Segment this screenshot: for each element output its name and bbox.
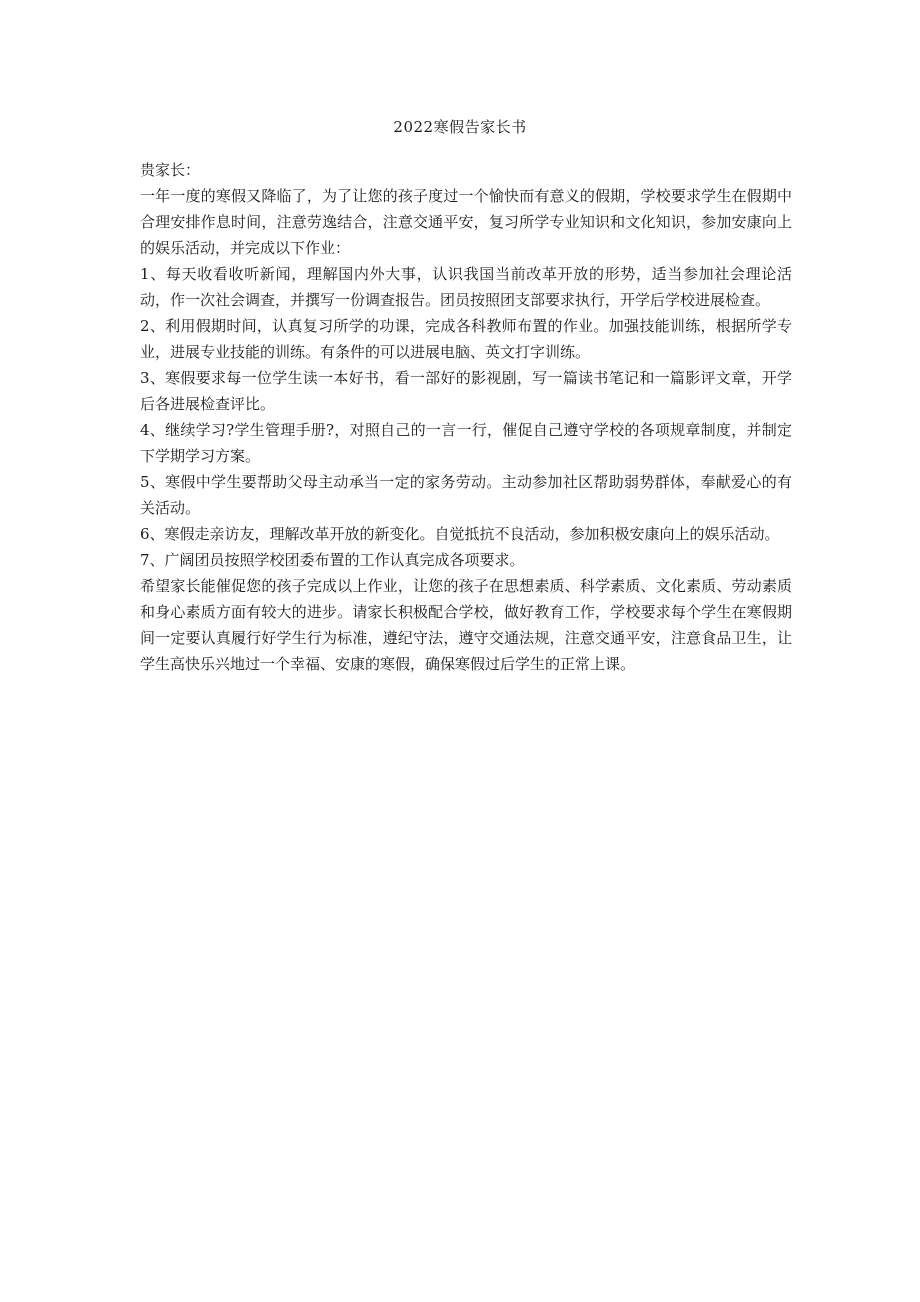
- list-item: 4、继续学习?学生管理手册?，对照自己的一言一行，催促自己遵守学校的各项规章制度，并制定下学期学习方案。: [140, 421, 792, 465]
- list-item: 6、寒假走亲访友，理解改革开放的新变化。自觉抵抗不良活动，参加积极安康向上的娱乐活动。: [140, 525, 780, 543]
- document-body: [140, 157, 792, 677]
- list-item: 5、寒假中学生要帮助父母主动承当一定的家务劳动。主动参加社区帮助弱势群体，奉献爱心的有关活动。: [140, 473, 792, 517]
- list-item: 7、广阔团员按照学校团委布置的工作认真完成各项要求。: [140, 551, 525, 569]
- list-item: 3、寒假要求每一位学生读一本好书，看一部好的影视剧，写一篇读书笔记和一篇影评文章，开学后各进展检查评比。: [140, 369, 792, 413]
- intro-paragraph: 一年一度的寒假又降临了，为了让您的孩子度过一个愉快而有意义的假期，学校要求学生在假期中合理安排作息时间，注意劳逸结合，注意交通平安，复习所学专业知识和文化知识，参加安康向上的娱乐活动，并完成以下作业：: [140, 187, 792, 257]
- greeting: 贵家长：: [140, 161, 201, 179]
- list-item: 1、每天收看收听新闻，理解国内外大事，认识我国当前改革开放的形势，适当参加社会理论活动，作一次社会调查，并撰写一份调查报告。团员按照团支部要求执行，开学后学校进展检查。: [140, 265, 792, 309]
- list-item: 2、利用假期时间，认真复习所学的功课，完成各科教师布置的作业。加强技能训练，根据所学专业，进展专业技能的训练。有条件的可以进展电脑、英文打字训练。: [140, 317, 792, 361]
- document-title: 2022寒假告家长书: [393, 118, 527, 136]
- closing-paragraph: 希望家长能催促您的孩子完成以上作业，让您的孩子在思想素质、科学素质、文化素质、劳动素质和身心素质方面有较大的进步。请家长积极配合学校，做好教育工作，学校要求每个学生在寒假期间一定要认真履行好学生行为标准，遵纪守法，遵守交通法规，注意交通平安，注意食品卫生，让学生高快乐兴地过一个幸福、安康的寒假，确保寒假过后学生的正常上课。: [140, 577, 792, 673]
